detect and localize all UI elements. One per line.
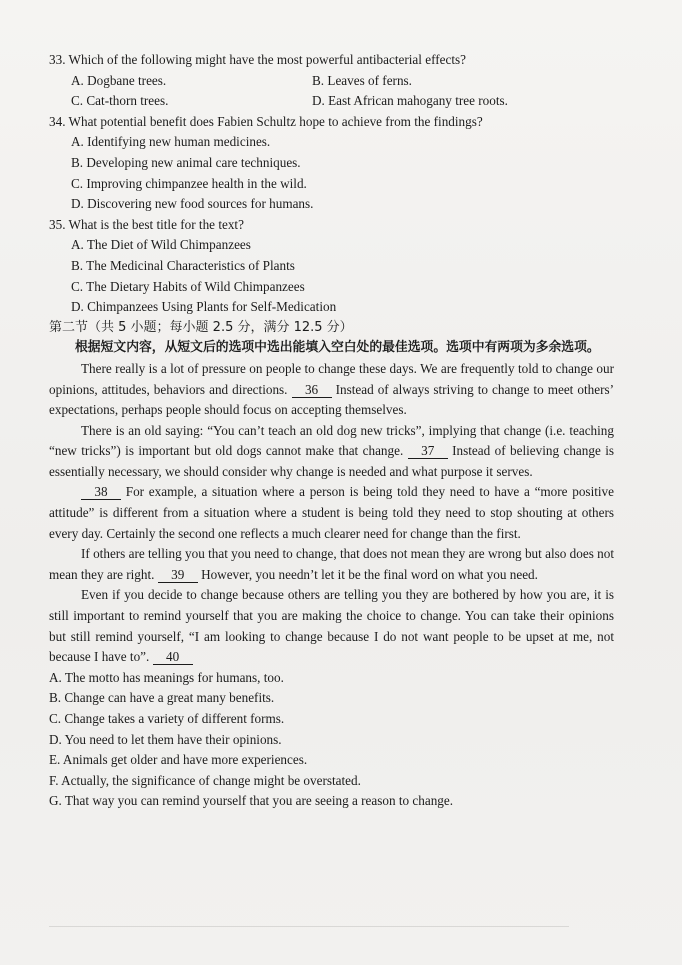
passage-p2-text-b: Instead of believing change is essentially necessary, we should consider why change is needed and what purpose it serves. [49, 443, 615, 479]
question-33-option-d: D. East African mahogany tree roots. [312, 93, 508, 109]
passage-paragraph-4 [49, 544, 614, 585]
passage-p2-text-a: There is an old saying: “You can’t teach an old dog new tricks”, implying that change (i.e. teaching “new tricks”) is important but old dogs cannot make that change. [49, 422, 614, 459]
choice-g: G. That way you can remind yourself that you are seeing a reason to change. [49, 793, 454, 809]
question-34-stem: 34. What potential benefit does Fabien Schultz hope to achieve from the findings? [49, 113, 483, 129]
question-35-option-a: A. The Diet of Wild Chimpanzees [71, 237, 251, 253]
bottom-divider [49, 926, 569, 927]
question-35-option-d: D. Chimpanzees Using Plants for Self-Medication [71, 299, 337, 315]
passage-paragraph-5 [49, 585, 614, 667]
choice-c: C. Change takes a variety of different forms. [49, 711, 285, 726]
question-34-option-c: C. Improving chimpanzee health in the wild. [71, 175, 307, 191]
question-34 [49, 112, 614, 215]
passage-p4-text-a: If others are telling you that you need to change, that does not mean they are wrong but also does not mean they are right. [49, 546, 614, 582]
question-33-option-b: B. Leaves of ferns. [312, 72, 412, 88]
choice-d: D. You need to let them have their opinions. [49, 731, 282, 747]
section-2-instruction: 根据短文内容，从短文后的选项中选出能填入空白处的最佳选项。选项中有两项为多余选项。 [75, 340, 600, 356]
choice-f: F. Actually, the significance of change might be overstated. [49, 772, 361, 788]
question-33-option-c: C. Cat-thorn trees. [71, 93, 169, 109]
question-35-option-c: C. The Dietary Habits of Wild Chimpanzees [71, 278, 305, 294]
blank-39: 39 [158, 567, 198, 583]
question-35-option-b: B. The Medicinal Characteristics of Plants [71, 257, 295, 273]
question-34-option-a: A. Identifying new human medicines. [71, 134, 271, 150]
blank-37: 37 [408, 443, 448, 459]
passage-paragraph-1 [49, 359, 614, 421]
passage-p3-text: For example, a situation where a person is being told they need to have a “more positive attitude” is different from a situation where a student is being told they need to stop shouting at others every day. Certainly the second one reflects a much clearer need for change than the first. [49, 484, 615, 541]
passage-p1-text-b: Instead of always striving to change to meet others’ expectations, perhaps people should focus on accepting themselves. [49, 381, 614, 418]
passage-paragraph-2 [49, 421, 614, 483]
blank-38: 38 [81, 484, 121, 500]
page-content [49, 50, 614, 812]
passage-p5-text: Even if you decide to change because others are telling you they are bothered by how you are, it is still important to remind yourself that you are making the choice to change. You can take their opinions but still remind yourself, “I am looking to change because I do not want people to be upset at me, not because I have to”. [49, 587, 614, 665]
question-33-stem: 33. Which of the following might have the most powerful antibacterial effects? [49, 52, 466, 67]
passage-p4-text-b: However, you needn’t let it be the final word on what you need. [201, 566, 538, 582]
choice-e: E. Animals get older and have more experiences. [49, 752, 308, 768]
question-34-option-b: B. Developing new animal care techniques. [71, 154, 301, 170]
question-35 [49, 215, 614, 318]
passage-p1-text-a: There really is a lot of pressure on people to change these days. We are frequently told to change our opinions, attitudes, behaviors and directions. [49, 360, 614, 397]
question-35-stem: 35. What is the best title for the text? [49, 216, 244, 232]
question-33-option-a: A. Dogbane trees. [71, 72, 167, 88]
blank-36: 36 [292, 382, 332, 398]
choice-b: B. Change can have a great many benefits. [49, 690, 275, 706]
section-2-heading: 第二节（共 5 小题；每小题 2.5 分，满分 12.5 分） [49, 319, 353, 335]
blank-40: 40 [153, 649, 193, 665]
question-33 [49, 50, 614, 112]
question-34-option-d: D. Discovering new food sources for humans. [71, 196, 314, 212]
choice-a: A. The motto has meanings for humans, too. [49, 669, 284, 685]
passage-paragraph-3 [49, 482, 614, 544]
choices-list [49, 668, 614, 812]
